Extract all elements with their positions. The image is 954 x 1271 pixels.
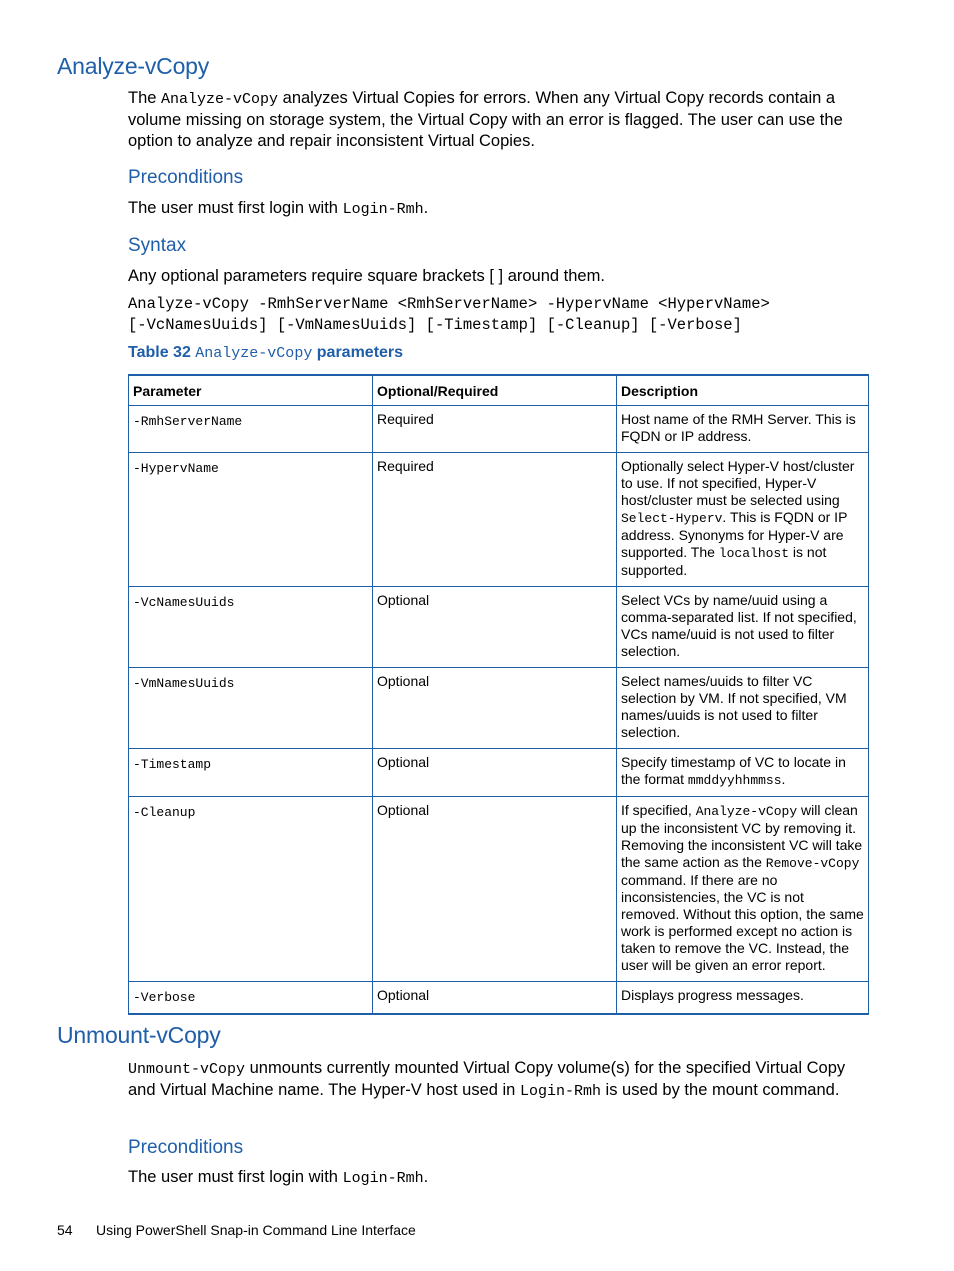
analyze-intro-cmd: Analyze-vCopy xyxy=(161,91,279,108)
table-header-row xyxy=(129,375,869,406)
param-required: Required xyxy=(373,453,617,587)
param-name: -Cleanup xyxy=(129,797,373,982)
table-row xyxy=(129,749,869,797)
table-row xyxy=(129,453,869,587)
unmount-intro: Unmount-vCopy unmounts currently mounted Virtual Copy volume(s) for the specified Virtual Copy and Virtual Machine name. The Hyper-V host used in Login-Rmh is used by the mount command. xyxy=(128,1059,846,1100)
param-name: -VmNamesUuids xyxy=(129,668,373,749)
param-required: Optional xyxy=(373,668,617,749)
analyze-preconditions-text: The user must first login with Login-Rmh. xyxy=(128,199,429,218)
analyze-preconditions-heading: Preconditions xyxy=(128,167,244,188)
param-description: Specify timestamp of VC to locate in the format mmddyyhhmmss. xyxy=(617,749,869,797)
header-description: Description xyxy=(617,375,869,406)
param-description: If specified, Analyze-vCopy will clean up the inconsistent VC by removing it. Removing the inconsistent VC will take the same action as the Remove-vCopy command. If there are no inconsistencies, the VC is not removed. Without this option, the same work is performed except no action is taken to remove the VC. Instead, the user will be given an error report. xyxy=(617,797,869,982)
analyze-syntax-note: Any optional parameters require square brackets [ ] around them. xyxy=(128,267,605,285)
parameters-table xyxy=(128,374,869,1015)
param-required: Required xyxy=(373,406,617,453)
analyze-intro: The Analyze-vCopy analyzes Virtual Copies for errors. When any Virtual Copy records contain a volume missing on storage system, the Virtual Copy with an error is flagged. The user can use the option to analyze and repair inconsistent Virtual Copies. xyxy=(128,89,843,150)
analyze-syntax-line2: [-VcNamesUuids] [-VmNamesUuids] [-Timestamp] [-Cleanup] [-Verbose] xyxy=(128,316,742,334)
param-description: Host name of the RMH Server. This is FQDN or IP address. xyxy=(617,406,869,453)
table-row xyxy=(129,797,869,982)
header-parameter: Parameter xyxy=(129,375,373,406)
param-required: Optional xyxy=(373,749,617,797)
section-title-unmount: Unmount-vCopy xyxy=(57,1022,221,1048)
page-number: 54 xyxy=(57,1222,73,1238)
table-row xyxy=(129,406,869,453)
unmount-preconditions-heading: Preconditions xyxy=(128,1137,244,1158)
param-description: Select VCs by name/uuid using a comma-separated list. If not specified, VCs name/uuid is not used to filter selection. xyxy=(617,587,869,668)
unmount-intro-cmd: Unmount-vCopy xyxy=(128,1061,246,1078)
param-required: Optional xyxy=(373,797,617,982)
unmount-preconditions-text: The user must first login with Login-Rmh. xyxy=(128,1168,429,1187)
login-rmh-cmd: Login-Rmh xyxy=(342,201,424,218)
table-row xyxy=(129,982,869,1015)
section-title-analyze: Analyze-vCopy xyxy=(57,53,210,79)
param-name: -Verbose xyxy=(129,982,373,1015)
param-description: Select names/uuids to filter VC selection by VM. If not specified, VM names/uuids is not used to filter selection. xyxy=(617,668,869,749)
analyze-intro-text: analyzes Virtual Copies for errors. When any Virtual Copy records contain a volume missing on storage system, the Virtual Copy with an error is flagged. The user can use the option to analyze and repair inconsistent Virtual Copies. xyxy=(128,89,843,150)
table-caption: Table 32 Analyze-vCopy parameters xyxy=(128,344,404,362)
param-required: Optional xyxy=(373,587,617,668)
param-name: -VcNamesUuids xyxy=(129,587,373,668)
header-optional-required: Optional/Required xyxy=(373,375,617,406)
param-description: Displays progress messages. xyxy=(617,982,869,1015)
footer-title: Using PowerShell Snap-in Command Line Interface xyxy=(96,1222,416,1238)
table-row xyxy=(129,587,869,668)
param-required: Optional xyxy=(373,982,617,1015)
analyze-syntax-heading: Syntax xyxy=(128,235,187,256)
table-row xyxy=(129,668,869,749)
analyze-syntax-line1: Analyze-vCopy -RmhServerName <RmhServerName> -HypervName <HypervName> xyxy=(128,295,770,313)
param-name: -Timestamp xyxy=(129,749,373,797)
param-name: -RmhServerName xyxy=(129,406,373,453)
param-name: -HypervName xyxy=(129,453,373,587)
login-rmh-cmd: Login-Rmh xyxy=(342,1170,424,1187)
param-description: Optionally select Hyper-V host/cluster to use. If not specified, Hyper-V host/cluster must be selected using Select-Hyperv. This is FQDN or IP address. Synonyms for Hyper-V are supported. The localhost is not supported. xyxy=(617,453,869,587)
